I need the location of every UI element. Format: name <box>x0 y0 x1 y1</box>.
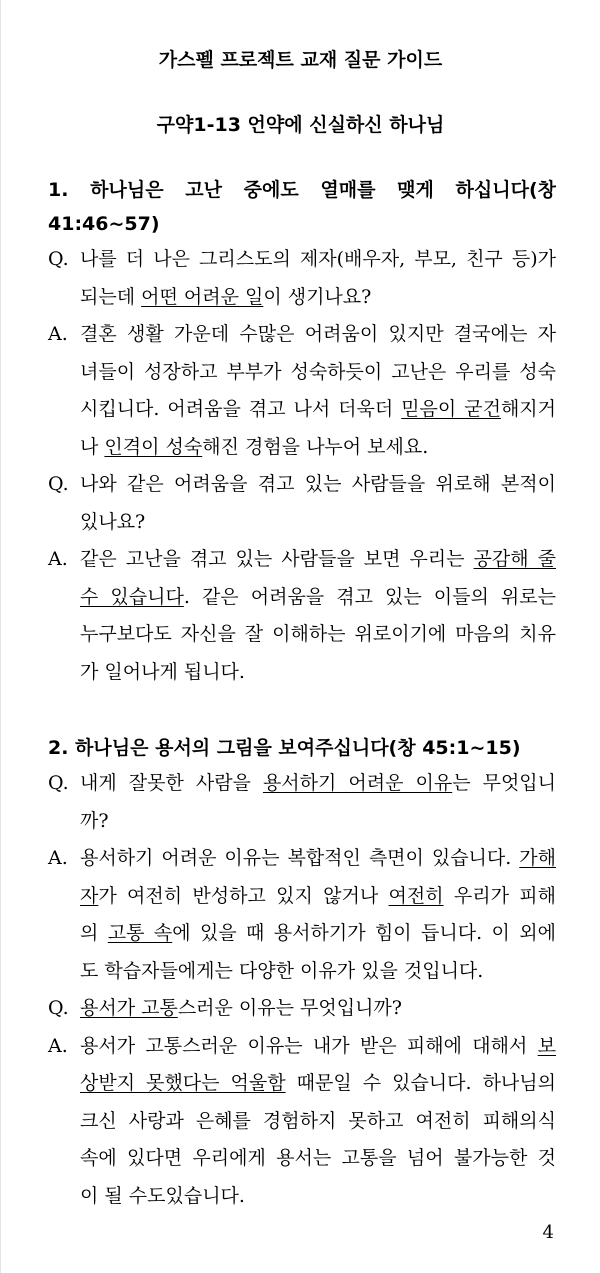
text-segment: 도 학습자들에게는 다양한 이유가 있을 것입니다. <box>80 959 484 982</box>
underlined-text: 가해 <box>519 847 556 869</box>
underlined-text: 상받지 못했다는 억울함 <box>80 1072 286 1094</box>
section-1 <box>48 173 556 691</box>
text-segment: 용서하기 어려운 이유는 복합적인 측면이 있습니다. <box>80 847 520 869</box>
text-segment: 용서가 고통스러운 이유는 내가 받은 피해에 대해서 <box>80 1034 538 1057</box>
text-line <box>80 466 556 504</box>
text-line <box>80 953 556 991</box>
item-text <box>80 316 556 466</box>
text-segment: 때문일 수 있습니다. 하나님의 <box>285 1072 556 1094</box>
text-line <box>80 1065 556 1103</box>
text-line <box>80 279 556 317</box>
item-text <box>80 1028 556 1216</box>
text-line <box>80 429 556 467</box>
text-line <box>80 1140 556 1178</box>
section-2 <box>48 731 556 1215</box>
text-line <box>80 803 556 841</box>
underlined-text: 고통 속 <box>107 922 173 944</box>
item-label: Q. <box>48 473 69 495</box>
text-line <box>80 654 556 692</box>
text-segment: 스러운 이유는 무엇입니까? <box>177 997 402 1019</box>
item-label: A. <box>48 323 68 345</box>
page-title: 가스펠 프로젝트 교재 질문 가이드 <box>158 49 443 71</box>
item-label: Q. <box>48 772 69 794</box>
page-number: 4 <box>542 1222 554 1243</box>
underlined-text: 용서하기 어려운 이유 <box>262 772 453 794</box>
text-segment: 의 <box>80 922 108 944</box>
text-line <box>80 840 556 878</box>
item-text <box>80 241 556 316</box>
item-label: A. <box>48 847 68 869</box>
text-segment: 에 있을 때 용서하기가 힘이 듭니다. 이 외에 <box>172 922 556 944</box>
underlined-text: 공감해 줄 <box>473 548 556 570</box>
text-segment: 는 무엇입니 <box>452 772 556 794</box>
section-heading-line: 1. 하나님은 고난 중에도 열매를 맺게 하십니다(창 <box>48 179 556 201</box>
text-line <box>80 990 556 1028</box>
underlined-text: 여전히 <box>388 884 444 907</box>
answer-item <box>48 541 556 691</box>
question-item <box>48 765 556 840</box>
section-heading <box>48 731 556 765</box>
lesson-subtitle: 구약1-13 언약에 신실하신 하나님 <box>156 114 445 136</box>
text-segment: 시킵니다. 어려움을 겪고 나서 더욱더 <box>80 398 402 420</box>
section-heading-line: 41:46~57) <box>48 213 160 235</box>
text-line <box>80 541 556 579</box>
text-line <box>80 241 556 279</box>
item-text <box>80 765 556 840</box>
text-line <box>80 1103 556 1141</box>
question-guide-content <box>48 173 556 1215</box>
text-segment: 내게 잘못한 사람을 <box>80 772 263 794</box>
text-segment: . 같은 어려움을 겪고 있는 이들의 위로는 <box>183 585 556 608</box>
item-label: Q. <box>48 248 69 270</box>
text-line <box>80 579 556 617</box>
text-line <box>80 1178 556 1216</box>
text-segment: 같은 고난을 겪고 있는 사람들을 보면 우리는 <box>80 548 474 570</box>
underlined-text: 수 있습니다 <box>80 585 184 608</box>
text-line <box>80 878 556 916</box>
text-line <box>80 391 556 429</box>
question-item <box>48 466 556 541</box>
text-segment: 녀들이 성장하고 부부가 성숙하듯이 고난은 우리를 성숙 <box>80 360 556 383</box>
text-segment: 있나요? <box>80 510 146 533</box>
section-heading <box>48 173 556 241</box>
question-item <box>48 241 556 316</box>
text-segment: 결혼 생활 가운데 수많은 어려움이 있지만 결국에는 자 <box>80 323 556 345</box>
text-segment: 우리가 피해 <box>443 884 556 907</box>
text-line <box>80 616 556 654</box>
answer-item <box>48 1028 556 1216</box>
text-line <box>80 354 556 392</box>
text-segment: 누구보다도 자신을 잘 이해하는 위로이기에 마음의 치유 <box>80 623 556 645</box>
text-segment: 가 여전히 반성하고 있지 않거나 <box>98 884 389 907</box>
text-segment: 해진 경험을 나누어 보세요. <box>202 435 429 458</box>
text-line <box>80 504 556 542</box>
text-segment: 속에 있다면 우리에게 용서는 고통을 넘어 불가능한 것 <box>80 1147 556 1169</box>
item-label: A. <box>48 1034 68 1057</box>
item-text <box>80 466 556 541</box>
text-segment: 이 될 수도있습니다. <box>80 1184 245 1207</box>
text-segment: 크신 사랑과 은혜를 경험하지 못하고 여전히 피해의식 <box>80 1109 556 1132</box>
item-text <box>80 541 556 691</box>
underlined-text: 인격이 성숙 <box>104 435 203 458</box>
text-line <box>80 1028 556 1066</box>
text-segment: 가 일어나게 됩니다. <box>80 660 245 683</box>
question-item <box>48 990 556 1028</box>
underlined-text: 믿음이 굳건 <box>401 398 501 420</box>
item-label: Q. <box>48 997 69 1019</box>
text-segment: 이 생기나요? <box>263 285 372 308</box>
text-segment: 해지거 <box>500 398 556 420</box>
item-text <box>80 840 556 990</box>
item-label: A. <box>48 548 68 570</box>
text-segment: 나 <box>80 435 105 458</box>
section-heading-line: 2. 하나님은 용서의 그림을 보여주십니다(창 45:1~15) <box>48 737 521 759</box>
text-segment: 까? <box>80 809 109 832</box>
underlined-text: 자 <box>80 884 99 907</box>
text-line <box>80 316 556 354</box>
text-segment: 나를 더 나은 그리스도의 제자(배우자, 부모, 친구 등)가 <box>80 248 556 270</box>
answer-item <box>48 316 556 466</box>
underlined-text: 보 <box>537 1034 556 1057</box>
underlined-text: 어떤 어려운 일 <box>141 285 264 308</box>
text-segment: 나와 같은 어려움을 겪고 있는 사람들을 위로해 본적이 <box>80 473 556 495</box>
text-line <box>80 915 556 953</box>
underlined-text: 용서가 고통 <box>80 997 178 1019</box>
text-line <box>80 765 556 803</box>
text-segment: 되는데 <box>80 285 142 308</box>
answer-item <box>48 840 556 990</box>
item-text <box>80 990 556 1028</box>
